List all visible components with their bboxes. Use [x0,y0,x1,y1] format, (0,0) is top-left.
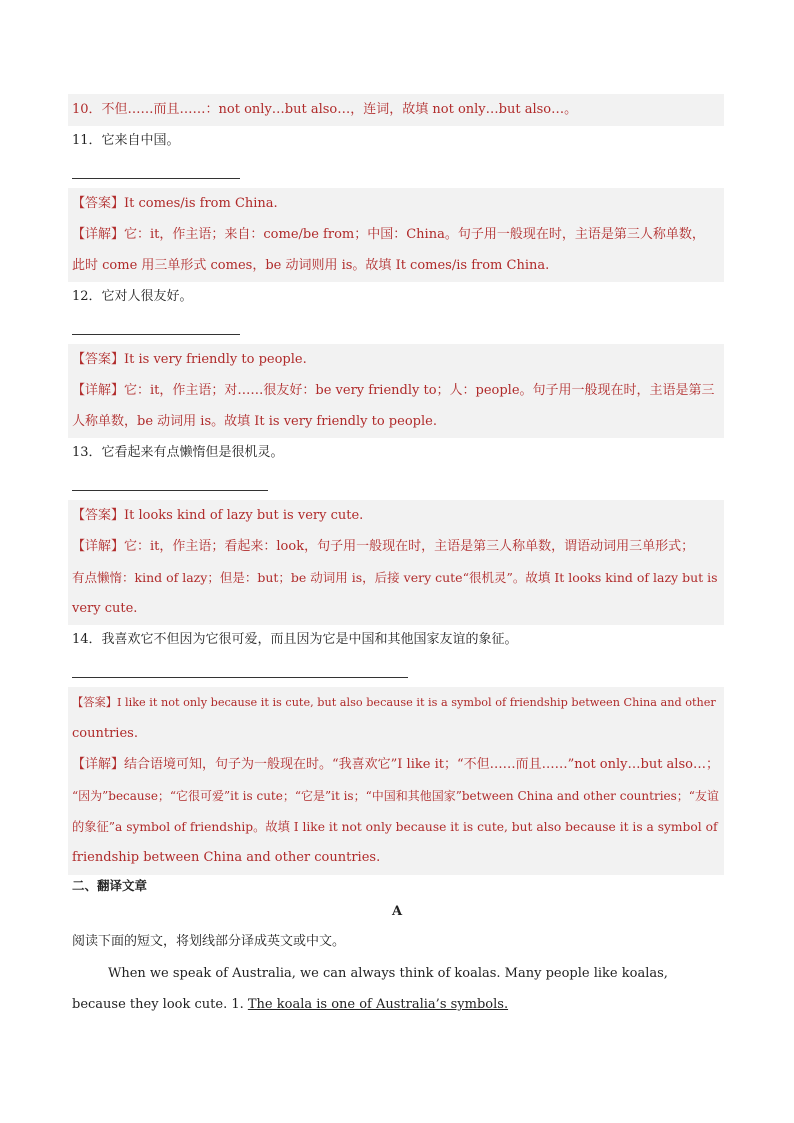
answer-box-14 [68,687,724,875]
answer-13: 【答案】It looks kind of lazy but is very cute. [72,508,364,523]
answer-blank-14[interactable] [72,677,408,678]
question-12: 12．它对人很友好。 [72,289,193,304]
detail-13-line-1: 【详解】它：it，作主语；看起来：look，句子用一般现在时，主语是第三人称单数，谓语动词用三单形式； [72,539,695,554]
answer-11: 【答案】It comes/is from China. [72,196,278,211]
detail-13-line-2: 有点懒惰：kind of lazy；但是：but；be 动词用 is，后接 very cute“很机灵”。故填 It looks kind of lazy but is [72,570,718,585]
detail-12-line-2: 人称单数，be 动词用 is。故填 It is very friendly to people. [72,414,437,429]
passage-paragraph [72,958,722,1020]
passage-text: When we speak of Australia, we can always think of koalas. Many people like koalas, because they look cute. 1. [72,966,668,1012]
answer-14-line-2: countries. [72,726,138,741]
section-title: 二、翻译文章 [72,878,148,893]
detail-12-line-1: 【详解】它：it，作主语；对……很友好：be very friendly to；人：people。句子用一般现在时，主语是第三 [72,383,715,398]
detail-11-line-1: 【详解】它：it，作主语；来自：come/be from；中国：China。句子用一般现在时，主语是第三人称单数， [72,227,705,242]
answer-14-line-1: 【答案】I like it not only because it is cute, but also because it is a symbol of friendship between China and other [72,696,716,709]
detail-14-line-3: 的象征”a symbol of friendship。故填 I like it not only because it is cute, but also because it is a symbol of [72,820,718,834]
instruction: 阅读下面的短文，将划线部分译成英文或中文。 [72,934,346,949]
question-14: 14．我喜欢它不但因为它很可爱，而且因为它是中国和其他国家友谊的象征。 [72,632,518,647]
detail-13-line-3: very cute. [72,601,138,616]
answer-12: 【答案】It is very friendly to people. [72,352,307,367]
detail-14-line-1: 【详解】结合语境可知，句子为一般现在时。“我喜欢它”I like it；“不但……而且……”not only…but also…； [72,757,719,772]
question-13: 13．它看起来有点懒惰但是很机灵。 [72,445,284,460]
answer-blank-11[interactable] [72,178,240,179]
detail-11-line-2: 此时 come 用三单形式 comes，be 动词则用 is。故填 It comes/is from China. [72,258,550,273]
underlined-sentence-1: The koala is one of Australia’s symbols. [247,997,509,1012]
item-10-text: 10．不但……而且……：not only…but also…，连词，故填 not only…but also…。 [72,102,578,117]
detail-14-line-4: friendship between China and other countries. [72,850,381,865]
answer-blank-13[interactable] [72,490,268,491]
passage-label: A [391,904,403,919]
answer-blank-12[interactable] [72,334,240,335]
detail-14-line-2: “因为”because；“它很可爱”it is cute；“它是”it is；“中国和其他国家”between China and other countries；“友谊 [72,789,719,803]
question-11: 11．它来自中国。 [72,133,180,148]
